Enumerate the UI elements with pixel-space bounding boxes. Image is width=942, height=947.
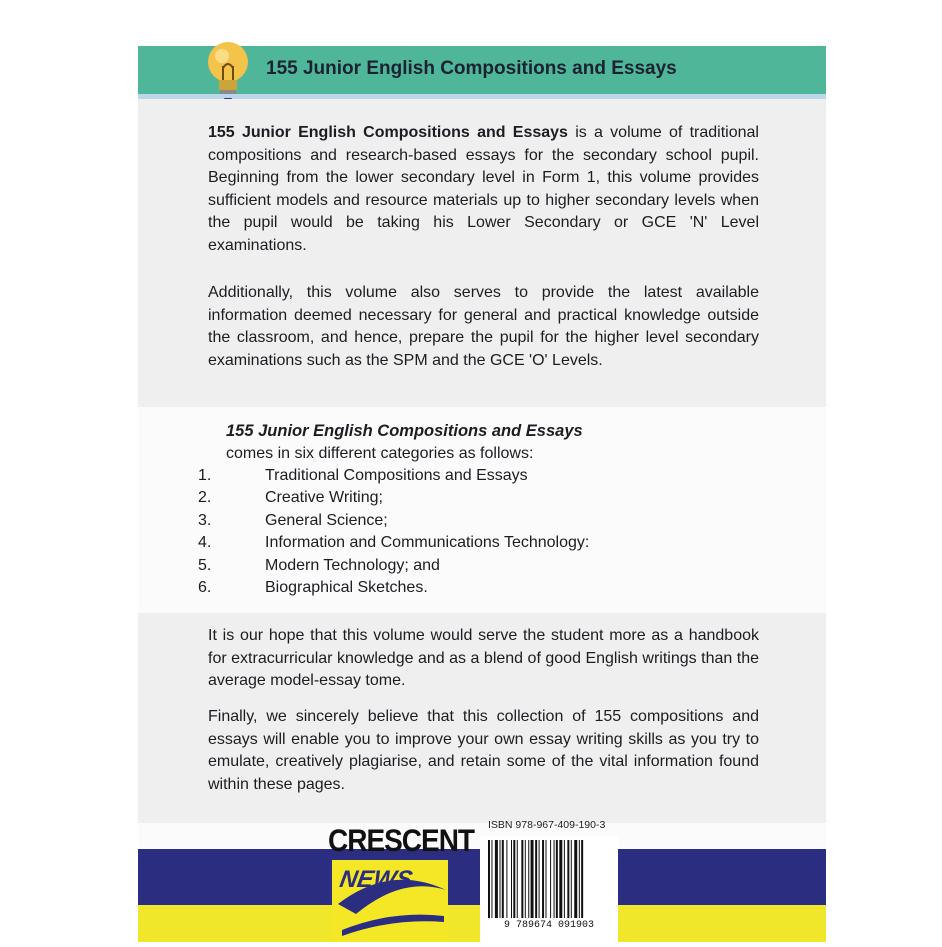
barcode-bar	[521, 840, 523, 918]
hope-paragraph: It is our hope that this volume would serve the student more as a handbook for extracurricular knowledge and as a blend of good English writings than the average model-essay tome.	[208, 627, 759, 690]
barcode-bar	[571, 840, 572, 918]
list-item-label: Modern Technology; and	[265, 556, 440, 574]
categories-title: 155 Junior English Compositions and Essays	[226, 422, 583, 440]
list-item-label: Biographical Sketches.	[265, 578, 428, 596]
publisher-logo	[328, 823, 475, 942]
barcode-bar	[542, 840, 544, 918]
barcode-bar	[528, 840, 529, 918]
isbn-label: ISBN 978-967-409-190-3	[488, 819, 606, 831]
list-item	[198, 577, 589, 599]
barcode-bar	[525, 840, 526, 918]
list-item-number: 6.	[198, 578, 212, 596]
barcode-bar	[556, 840, 558, 918]
finally-paragraph: Finally, we sincerely believe that this collection of 155 compositions and essays will enable you to improve your own essay writing skills as you try to emulate, creatively plagiarise, and retain some of the vital information found within these pages.	[208, 708, 759, 793]
publisher-logo-word: CRESCENT	[328, 823, 475, 858]
intro-paragraph	[208, 122, 759, 258]
list-item-label: General Science;	[265, 511, 388, 529]
barcode-bar	[564, 840, 565, 918]
barcode-digits: 9 789674 091903	[503, 920, 594, 931]
barcode-bar	[559, 840, 562, 918]
barcode-bar	[567, 840, 569, 918]
barcode-bar	[581, 840, 583, 918]
barcode-bar	[500, 840, 501, 918]
publisher-logo-sub: NEWS	[337, 866, 415, 893]
barcode-bar	[579, 840, 580, 918]
categories-intro: comes in six different categories as follows:	[226, 444, 534, 462]
intro-text: is a volume of traditional compositions and research-based essays for the secondary school pupil. Beginning from the lower secondary level in Form 1, this volume provides sufficient models and resource materials up to higher secondary levels when the pupil would be taking his Lower Secondary or GCE 'N' Level examinations.	[208, 124, 759, 254]
list-item-label: Creative Writing;	[265, 489, 383, 507]
list-item	[198, 465, 589, 487]
barcode-bar	[531, 840, 534, 918]
list-item	[198, 487, 589, 509]
barcode-bar	[574, 840, 577, 918]
barcode-bar	[511, 840, 512, 918]
barcode-bars	[480, 836, 618, 920]
back-cover	[138, 46, 826, 942]
list-item-label: Traditional Compositions and Essays	[265, 467, 528, 484]
categories-heading	[226, 420, 583, 465]
list-item-number: 1.	[198, 467, 212, 484]
additional-paragraph: Additionally, this volume also serves to provide the latest available information deemed necessary for general and practical knowledge outside the classroom, and hence, prepare the pupil for the higher level secondary examinations such as the SPM and the GCE 'O' Levels.	[208, 284, 759, 369]
barcode-bar	[554, 840, 555, 918]
barcode-bar	[539, 840, 540, 918]
barcode-bar	[517, 840, 518, 918]
list-item-label: Information and Communications Technology:	[265, 534, 590, 552]
list-item	[198, 532, 589, 554]
barcode-bar	[550, 840, 551, 918]
list-item-number: 3.	[198, 511, 212, 529]
barcode-bar	[506, 840, 507, 918]
barcode-bar	[495, 840, 498, 918]
barcode-bar	[502, 840, 504, 918]
barcode-bar	[513, 840, 515, 918]
categories-list	[198, 465, 589, 599]
barcode-bar	[488, 840, 490, 918]
barcode	[480, 836, 618, 942]
header-title: 155 Junior English Compositions and Essays	[266, 58, 677, 79]
intro-bold-title: 155 Junior English Compositions and Essays	[208, 124, 568, 141]
list-item-number: 5.	[198, 556, 212, 574]
list-item	[198, 555, 589, 577]
barcode-bar	[546, 840, 547, 918]
list-item-number: 2.	[198, 489, 212, 507]
list-item-number: 4.	[198, 534, 212, 552]
barcode-bar	[491, 840, 492, 918]
barcode-bar	[535, 840, 537, 918]
list-item	[198, 510, 589, 532]
